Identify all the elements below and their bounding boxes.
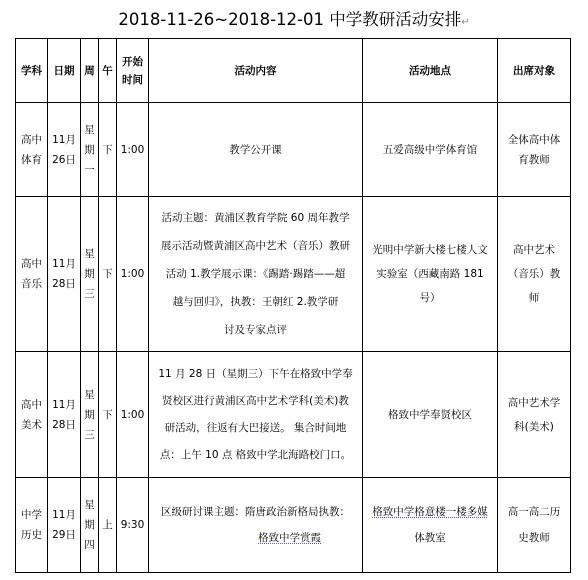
audience-cell [498,197,571,352]
location-cell [363,478,498,573]
content-line: 活动主题：黄浦区教育学院 60 周年教学 [161,212,350,224]
location-line: 体教室 [414,532,446,544]
subject-cell [16,197,48,352]
content-line: 格致中学赏霞 [258,532,321,544]
subject-line: 音乐 [21,278,42,290]
week-cell [81,197,99,352]
content-line: 展示活动暨黄浦区高中艺术（音乐）教研 [161,240,350,252]
content-line: 点：上午 10 点 格致中学北海路校门口。 [159,448,352,461]
content-cell [149,352,363,478]
week-char: 星 [84,388,95,401]
date-cell [48,352,81,478]
content-line: 区级研讨课主题：隋唐政治新格局执教： [161,506,350,518]
subject-line: 体育 [21,153,42,166]
header-audience: 出席对象 [498,39,571,103]
week-cell [81,103,99,197]
subject-cell [16,103,48,197]
content-line: 教学公开课 [229,143,282,156]
header-row [16,39,571,103]
content-line: 贤校区进行黄浦区高中艺术学科(美术)教 [162,394,349,407]
week-char: 星 [84,123,95,136]
week-char: 期 [84,268,95,280]
schedule-table [15,38,571,573]
location-line: 格致中学格意楼一楼多媒 [372,506,488,518]
week-char: 期 [84,143,95,156]
subject-line: 高中 [21,398,42,411]
header-week: 周 [81,39,99,103]
date-cell [48,197,81,352]
date-line: 11月 [52,398,76,411]
date-line: 26日 [52,153,76,166]
table-row [16,352,571,478]
date-line: 11月 [52,133,76,146]
subject-line: 历史 [21,529,42,541]
audience-line: 高一高二历 [507,506,561,518]
audience-line: （音乐）教 [507,268,561,280]
page-title [0,6,588,30]
start-time-cell: 1:00 [117,352,149,478]
ampm-cell: 下 [99,352,117,478]
subject-line: 高中 [21,258,42,270]
location-cell [363,197,498,352]
audience-cell [498,352,571,478]
header-content: 活动内容 [149,39,363,103]
subject-line: 高中 [21,133,42,146]
week-char: 三 [84,428,95,441]
table-row [16,197,571,352]
date-line: 11月 [52,258,76,270]
title-text: 2018-11-26~2018-12-01 中学教研活动安排 [118,10,462,29]
ampm-cell: 上 [99,478,117,573]
week-char: 期 [84,408,95,421]
start-time-cell: 1:00 [117,197,149,352]
header-start-time [117,39,149,103]
start-time-cell: 9:30 [117,478,149,573]
audience-cell [498,103,571,197]
location-line: 号） [419,292,441,304]
date-line: 29日 [52,529,76,541]
header-location: 活动地点 [363,39,498,103]
header-subject: 学科 [16,39,48,103]
location-line: 格致中学奉贤校区 [388,408,472,421]
paragraph-mark-icon: ↵ [461,17,470,28]
week-char: 星 [84,248,95,260]
week-char: 三 [84,288,95,300]
subject-cell [16,352,48,478]
content-line: 研活动，往返有大巴接送。 集合时间地 [164,421,347,434]
audience-line: 高中艺术 [513,244,555,256]
ampm-cell: 下 [99,103,117,197]
ampm-cell: 下 [99,197,117,352]
location-cell [363,103,498,197]
table-row [16,103,571,197]
subject-line: 美术 [21,418,42,431]
week-cell [81,478,99,573]
week-cell [81,352,99,478]
location-cell [363,352,498,478]
content-line: 讨及专家点评 [224,324,287,336]
location-line: 光明中学新大楼七楼人文 [372,244,488,256]
content-cell [149,478,363,573]
content-line: 越与回归》，执教：王朝红 2.教学研 [172,296,339,308]
week-char: 星 [84,499,95,511]
week-char: 一 [84,163,95,176]
location-line: 五爱高级中学体育馆 [382,143,478,156]
audience-line: 科(美术) [514,420,554,433]
content-cell [149,197,363,352]
week-char: 四 [84,539,95,551]
content-line: 活动 1.教学展示课：《踢踏·踢踏——超 [165,268,346,280]
header-ampm: 午 [99,39,117,103]
header-start-line2: 时间 [122,73,143,86]
table-row [16,478,571,573]
date-cell [48,478,81,573]
date-line: 11月 [52,509,76,521]
date-line: 28日 [52,418,76,431]
date-cell [48,103,81,197]
audience-line: 育教师 [518,153,550,166]
audience-line: 史教师 [518,532,550,544]
audience-line: 师 [528,292,540,304]
header-date: 日期 [48,39,81,103]
audience-cell [498,478,571,573]
start-time-cell: 1:00 [117,103,149,197]
subject-line: 中学 [21,509,42,521]
content-cell [149,103,363,197]
audience-line: 高中艺术学 [507,396,561,409]
date-line: 28日 [52,278,76,290]
subject-cell [16,478,48,573]
audience-line: 全体高中体 [507,133,561,146]
location-line: 实验室（西藏南路 181 [376,268,484,280]
header-start-line1: 开始 [122,55,143,68]
content-line: 11 月 28 日（星期三）下午在格致中学奉 [158,367,353,380]
week-char: 期 [84,519,95,531]
